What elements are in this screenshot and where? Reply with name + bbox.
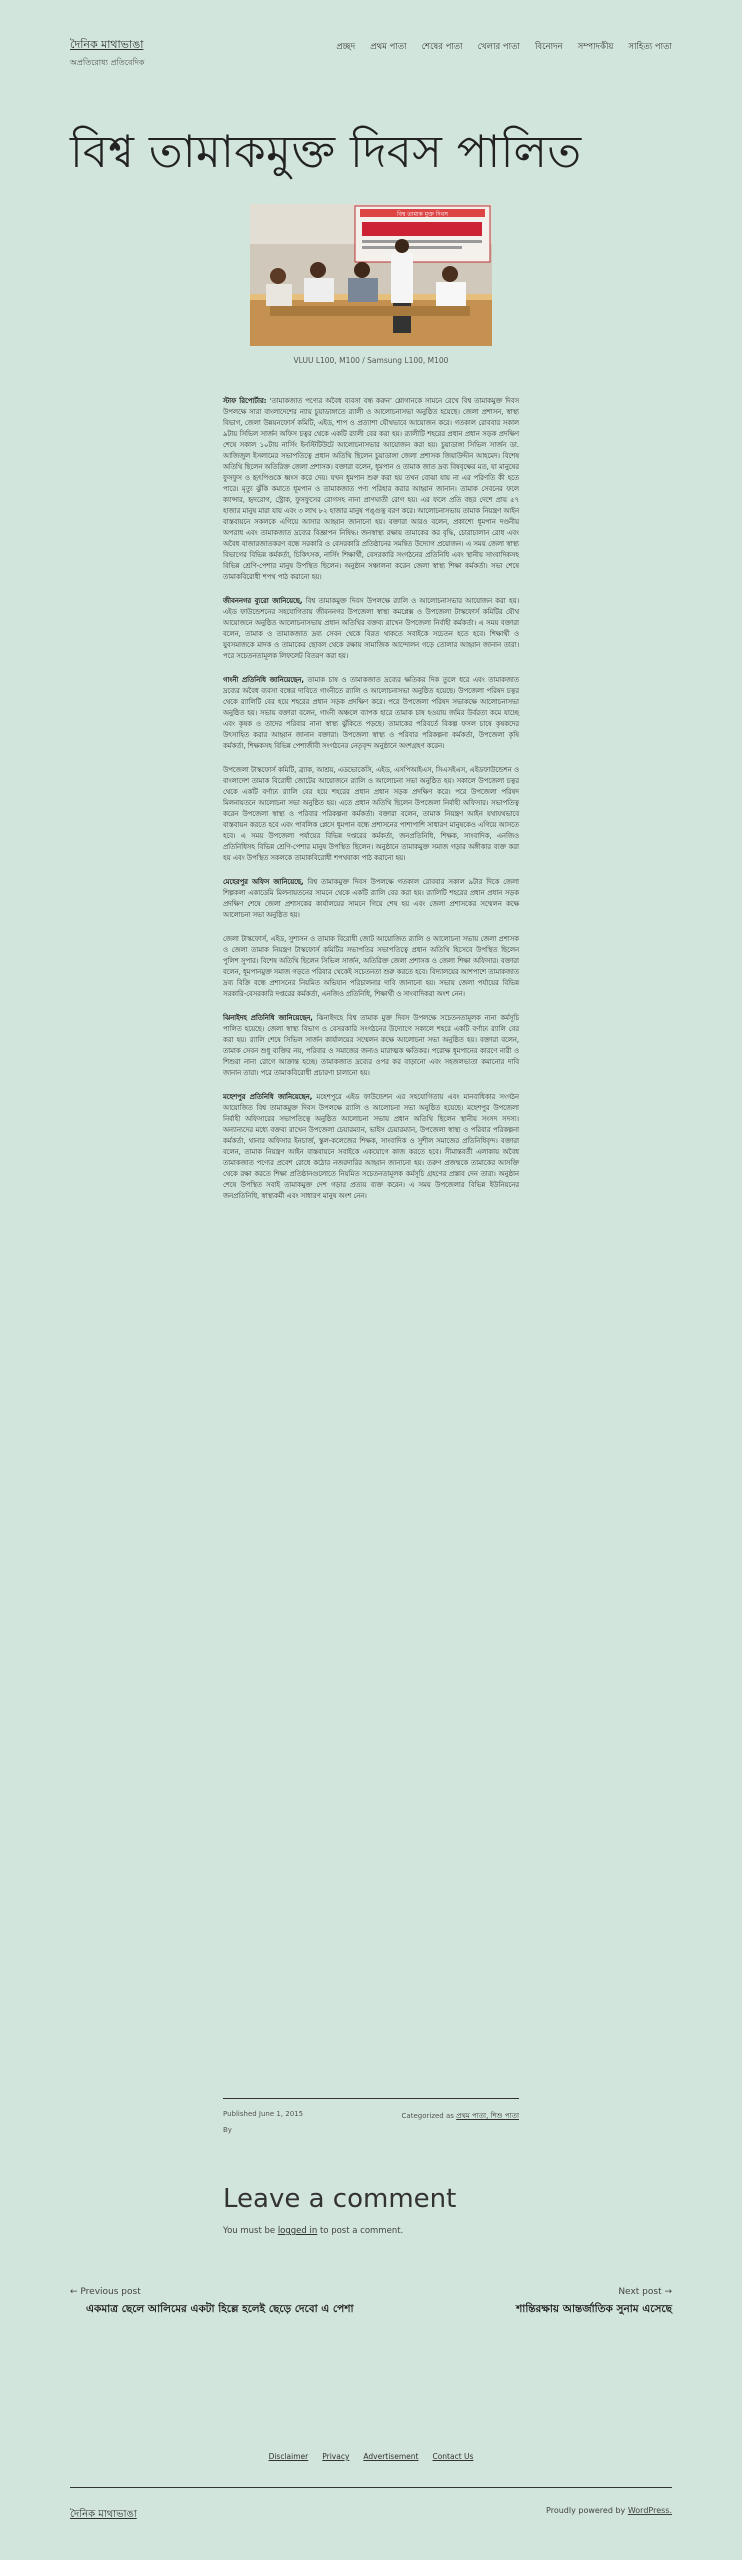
paragraph	[223, 877, 519, 921]
next-post-label: Next post →	[618, 2287, 672, 2297]
paragraph-lead: স্টাফ রিপোর্টার:	[223, 397, 267, 405]
login-notice	[223, 2226, 403, 2236]
paragraph-text: বিশ্ব তামাকমুক্ত দিবস উপলক্ষে গতকাল রোববার সকাল ৯টার দিকে জেলা শিল্পকলা একাডেমি মিলনায়তনের সামনে থেকে একটি র‌্যালি বের করা হয়। র‌্যালিটি শহরের প্রধান প্রধান সড়ক প্রদক্ষিণ শেষে জেলা প্রশাসকের কার্যালয়ের সামনে গিয়ে শেষ হয় এবং জেলা প্রশাসকের সম্মেলন কক্ষে আলোচনা সভা অনুষ্ঠিত হয়।	[223, 878, 519, 919]
paragraph-lead: জীবননগর ব্যুরো জানিয়েছে,	[223, 597, 303, 605]
paragraph-lead: ঝিনাইদহ প্রতিনিধি জানিয়েছেন,	[223, 1014, 313, 1022]
article-photo[interactable]	[250, 204, 492, 346]
footer-link-contact[interactable]: Contact Us	[432, 2452, 474, 2461]
previous-post-link[interactable]	[70, 2287, 354, 2319]
site-description: অপ্রতিরোধ্য প্রতিবেদিক	[70, 58, 145, 67]
powered-by-label: Proudly powered by	[546, 2506, 626, 2515]
paragraph-text: তামাক চাষ ও তামাকজাত দ্রব্যের ক্ষতিকর দিক তুলে ধরে এবং তামাকজাত দ্রব্যের অবৈধ ব্যবসা বন্ধের দাবিতে গাংনীতে র‌্যালি ও আলোচনাসভা অনুষ্ঠিত হয়েছে। উপজেলা পরিষদ চত্বর থেকে র‌্যালিটি বের হয়ে শহরের প্রধান সড়ক প্রদক্ষিণ করে। পরে উপজেলা পরিষদ সভাকক্ষে আলোচনাসভা অনুষ্ঠিত হয়। সভায় বক্তারা বলেন, গাংনী অঞ্চলে ব্যাপক হারে তামাক চাষ হওয়ায় জমির উর্বরতা কমে যাচ্ছে এবং কৃষক ও তাদের পরিবার নানা স্বাস্থ্য ঝুঁকিতে পড়ছে। তামাকের পরিবর্তে বিকল্প ফসল চাষে কৃষকদের উৎসাহিত করার আহ্বান জানান বক্তারা। উপজেলা স্বাস্থ্য ও পরিবার পরিকল্পনা কর্মকর্তা, উপজেলা কৃষি কর্মকর্তা, শিক্ষকসহ বিভিন্ন পেশাজীবী সংগঠনের নেতৃবৃন্দ অনুষ্ঠানে অংশগ্রহণ করেন।	[223, 676, 519, 750]
paragraph	[223, 396, 519, 583]
banner-text: বিশ্ব তামাক মুক্ত দিবস	[396, 211, 449, 218]
footer-link-privacy[interactable]: Privacy	[322, 2452, 350, 2461]
author-byline: By	[223, 2126, 232, 2134]
footer-link-advertisement[interactable]: Advertisement	[363, 2452, 419, 2461]
footer-site-title[interactable]: দৈনিক মাথাভাঙা	[70, 2509, 137, 2520]
previous-post-label: ← Previous post	[70, 2287, 141, 2297]
category-link[interactable]: প্রথম পাতা, শিশু পাতা	[456, 2112, 519, 2120]
nav-item-first-page[interactable]: প্রথম পাতা	[370, 42, 407, 52]
paragraph-text: ঝিনাইদহে বিশ্ব তামাক মুক্ত দিবস উপলক্ষে সচেতনতামূলক নানা কর্মসূচি পালিত হয়েছে। জেলা স্বাস্থ্য বিভাগ ও বেসরকারি সংগঠনের উদ্যোগে সকালে শহরে একটি বর্ণাঢ্য র‌্যালি বের করা হয়। র‌্যালি শেষে সিভিল সার্জন কার্যালয়ের সম্মেলন কক্ষে আলোচনা সভা অনুষ্ঠিত হয়। বক্তারা বলেন, তামাক সেবন শুধু ব্যক্তির নয়, পরিবার ও সমাজের জন্যও মারাত্মক ক্ষতিকর। পরোক্ষ ধূমপানের কারণে নারী ও শিশুরা নানা রোগে আক্রান্ত হচ্ছে। তামাকজাত দ্রব্যের ওপর কর বাড়ানো এবং সহজলভ্যতা কমানোর দাবি জানান তারা। পরে তামাকবিরোধী প্রচারণা চালানো হয়।	[223, 1014, 519, 1077]
paragraph-text: জেলা টাস্কফোর্স, এইড, সুশাসন ও তামাক বিরোধী জোট আয়োজিত র‌্যালি ও আলোচনা সভায় জেলা প্রশাসক ও জেলা তামাক নিয়ন্ত্রণ টাস্কফোর্স কমিটির সভাপতির সভাপতিত্বে প্রধান অতিথি হিসেবে উপস্থিত ছিলেন পুলিশ সুপার। বিশেষ অতিথি ছিলেন সিভিল সার্জন, অতিরিক্ত জেলা প্রশাসক ও জেলা শিক্ষা অফিসার। বক্তারা বলেন, ধূমপানমুক্ত সমাজ গড়তে পরিবার থেকেই সচেতনতা শুরু করতে হবে। বিদ্যালয়ের আশপাশে তামাকজাত দ্রব্য বিক্রি বন্ধে প্রশাসনের নিয়মিত অভিযান পরিচালনার দাবি জানানো হয়। সভায় জেলা পর্যায়ের বিভিন্ন সরকারি-বেসরকারি দপ্তরের কর্মকর্তা, এনজিও প্রতিনিধি, শিক্ষার্থী ও সাংবাদিকরা অংশ নেন।	[223, 935, 519, 998]
categories	[402, 2110, 519, 2122]
nav-item-sports[interactable]: খেলার পাতা	[477, 42, 520, 52]
paragraph-text: বিশ্ব তামাকমুক্ত দিবস উপলক্ষে র‌্যালি ও আলোচনাসভার আয়োজন করা হয়। এইড ফাউন্ডেশনের সহযোগিতায় জীবননগর উপজেলা স্বাস্থ্য কমপ্লেক্স ও উপজেলা টাস্কফোর্স কমিটির যৌথ আয়োজনে অনুষ্ঠিত আলোচনাসভায় প্রধান অতিথির বক্তব্য রাখেন উপজেলা নির্বাহী কর্মকর্তা। এ সময় বক্তারা বলেন, তামাক ও তামাকজাত দ্রব্য সেবন থেকে বিরত থাকতে সবাইকে সচেতন হতে হবে। শিক্ষার্থী ও যুবসমাজকে মাদক ও তামাকের ছোবল থেকে রক্ষায় সামাজিক আন্দোলন গড়ে তোলার আহ্বান জানান তারা। পরে সচেতনতামূলক লিফলেট বিতরণ করা হয়।	[223, 597, 520, 660]
paragraph	[223, 934, 519, 1000]
wordpress-link[interactable]: WordPress.	[627, 2506, 672, 2515]
paragraph	[223, 1013, 519, 1079]
login-link[interactable]: logged in	[277, 2226, 318, 2236]
article-title: বিশ্ব তামাকমুক্ত দিবস পালিত	[70, 125, 582, 178]
login-notice-prefix: You must be	[223, 2226, 276, 2236]
nav-item-editorial[interactable]: সম্পাদকীয়	[577, 42, 614, 52]
next-post-link[interactable]	[516, 2287, 672, 2319]
nav-item-entertainment[interactable]: বিনোদন	[534, 42, 563, 52]
paragraph	[223, 765, 519, 864]
comments-title: Leave a comment	[223, 2184, 457, 2214]
next-post-title: শান্তিরক্ষায় আন্তর্জাতিক সুনাম এসেছে	[516, 2303, 672, 2315]
paragraph-text: ‘তামাকজাত পণ্যের অবৈধ ব্যবসা বন্ধ করুন’ শ্লোগানকে সামনে রেখে বিশ্ব তামাকমুক্ত দিবস উপলক্ষে সারা বাংলাদেশের ন্যায় চুয়াডাঙ্গাতে র‌্যালী ও আলোচনাসভা অনুষ্ঠিত হয়েছে। জেলা প্রশাসন, স্বাস্থ্য বিভাগ, জেলা উন্নয়নফোর্স কমিটি, এইড, শাপ ও প্রত্যাশা যৌথভাবে আয়োজন করে। গতকাল রোববার সকাল ৯টায় সিভিল সার্জন অফিস চত্বর থেকে একটি র‌্যালী বের করা হয়। র‌্যালীটি শহরের প্রধান প্রধান সড়ক প্রদক্ষিণ শেষে সকাল ১০টায় নার্সিং ইনস্টিটিউটে আলোচনাসভার আয়োজন করা হয়। চুয়াডাঙ্গা সিভিল সার্জন ডা. আজিজুল ইসলামের সভাপতিত্বে প্রধান অতিথি ছিলেন চুয়াডাঙ্গা জেলা প্রশাসক জিয়াউদ্দীন আহমেদ। বিশেষ অতিথি ছিলেন অতিরিক্ত জেলা প্রশাসক। বক্তারা বলেন, ধূমপান ও তামাক জাত দ্রব্য বিষবৃক্ষের মত, যা মানুষের ফুসফুস ও হৃৎপিণ্ডকে ধ্বংস করে দেয়। যখন ধূমপান শুরু করা হয় তখন বোঝা যায় না এর পরিণতি কী হতে পারে। মৃত্যু ঝুঁকি কমাতে ধূমপান ও তামাকজাত পণ্য পরিহার করার আহ্বান জানান। তামাক সেবনের ফলে ক্যান্সার, হৃদরোগ, স্ট্রোক, ফুসফুসের রোগসহ নানা প্রাণঘাতী রোগ হয়। এর ফলে প্রতি বছর দেশে প্রায় ৫৭ হাজার মানুষ মারা যায় এবং ৩ লাখ ৮২ হাজার মানুষ পঙ্গুত্ব বরণ করে। আলোচনাসভায় তামাক নিয়ন্ত্রণ আইন বাস্তবায়নে সকলকে এগিয়ে আসার আহ্বান জানানো হয়। বক্তারা আরও বলেন, প্রকাশ্যে ধূমপান দণ্ডনীয় অপরাধ এবং তামাকজাত দ্রব্যের বিজ্ঞাপন নিষিদ্ধ। জনস্বাস্থ্য রক্ষায় তামাকের কর বৃদ্ধি, চোরাচালান রোধ এবং অবৈধ বাজারজাতকরণ বন্ধে সরকারি ও বেসরকারি প্রতিষ্ঠানের সমন্বিত উদ্যোগ প্রয়োজন। এ সময় জেলা স্বাস্থ্য বিভাগের বিভিন্ন কর্মকর্তা, চিকিৎসক, নার্সিং শিক্ষার্থী, বেসরকারি সংগঠনের প্রতিনিধি এবং স্থানীয় সাংবাদিকসহ বিভিন্ন শ্রেণি-পেশার মানুষ উপস্থিত ছিলেন। অনুষ্ঠান সঞ্চালনা করেন জেলা স্বাস্থ্য শিক্ষা কর্মকর্তা। সভা শেষে তামাকবিরোধী শপথ পাঠ করানো হয়।	[223, 397, 519, 581]
paragraph-text: উপজেলা টাস্কফোর্স কমিটি, ব্র্যাক, আশ্রয়, এডভোকেসি, এইড, এসপিআইএস, সিএসইএস, এইডফাউন্ডেশন ও বাংলাদেশ তামাক বিরোধী জোটের আয়োজনে র‌্যালি ও আলোচনা সভা অনুষ্ঠিত হয়। সকালে উপজেলা চত্বর থেকে একটি বর্ণাঢ্য র‌্যালি বের হয়ে শহরের প্রধান প্রধান সড়ক প্রদক্ষিণ করে। পরে উপজেলা পরিষদ মিলনায়তনে আলোচনা সভা অনুষ্ঠিত হয়। এতে প্রধান অতিথি ছিলেন উপজেলা নির্বাহী অফিসার। সভাপতিত্ব করেন উপজেলা স্বাস্থ্য ও পরিবার পরিকল্পনা কর্মকর্তা। বক্তারা বলেন, তামাক নিয়ন্ত্রণ আইন যথাযথভাবে বাস্তবায়ন করতে হবে এবং পাবলিক প্লেসে ধূমপান বন্ধে প্রশাসনের পাশাপাশি সাধারণ মানুষকেও এগিয়ে আসতে হবে। এ সময় উপজেলা পর্যায়ের বিভিন্ন দপ্তরের কর্মকর্তা, জনপ্রতিনিধি, শিক্ষক, সাংবাদিক, এনজিও প্রতিনিধিসহ বিভিন্ন শ্রেণি-পেশার মানুষ উপস্থিত ছিলেন। অনুষ্ঠানে তামাকমুক্ত সমাজ গড়ার অঙ্গীকার ব্যক্ত করা হয় এবং উপস্থিত সকলকে তামাকবিরোধী শপথবাক্য পাঠ করানো হয়।	[223, 766, 519, 862]
footer-link-disclaimer[interactable]: Disclaimer	[268, 2452, 309, 2461]
primary-nav	[336, 40, 672, 54]
nav-item-literature[interactable]: সাহিত্য পাতা	[628, 42, 672, 52]
published-date: Published June 1, 2015	[223, 2110, 304, 2118]
powered-by	[546, 2506, 672, 2515]
login-notice-suffix: to post a comment.	[319, 2226, 404, 2236]
footer-menu	[0, 2452, 742, 2461]
paragraph-lead: মেহেরপুর অফিস জানিয়েছে,	[223, 878, 304, 886]
site-title[interactable]: দৈনিক মাথাভাঙা	[70, 38, 144, 51]
paragraph	[223, 596, 519, 662]
image-caption: VLUU L100, M100 / Samsung L100, M100	[293, 356, 449, 365]
nav-item-last-page[interactable]: শেষের পাতা	[421, 42, 463, 52]
previous-post-title: একমাত্র ছেলে আলিমের একটা হিল্লে হলেই ছেড়ে দেবো এ পেশা	[86, 2303, 354, 2315]
site-footer	[70, 2487, 672, 2524]
paragraph-lead: গাংনী প্রতিনিধি জানিয়েছেন,	[223, 676, 304, 684]
article-photo-image	[250, 204, 492, 346]
site-header	[70, 36, 672, 76]
paragraph	[223, 675, 519, 752]
categorized-label: Categorized as	[401, 2112, 454, 2120]
article-content	[223, 396, 519, 1215]
paragraph-lead: মহেশপুর প্রতিনিধি জানিয়েছেন,	[223, 1093, 313, 1101]
entry-footer	[223, 2098, 519, 2134]
nav-item-home[interactable]: প্রচ্ছদ	[336, 42, 356, 52]
paragraph-text: মহেশপুরে এইড ফাউন্ডেশন এর সহযোগিতায় এবং মানবাধিকার সংগঠন আয়োজিত বিশ্ব তামাকমুক্ত দিবস উপলক্ষে র‌্যালি ও আলোচনা সভা অনুষ্ঠিত হয়েছে। মহেশপুর উপজেলা নির্বাহী অফিসারের সভাপতিত্বে অনুষ্ঠিত আলোচনা সভায় প্রধান অতিথি ছিলেন স্থানীয় সংসদ সদস্য। অন্যান্যদের মধ্যে বক্তব্য রাখেন উপজেলা চেয়ারম্যান, ভাইস চেয়ারম্যান, উপজেলা স্বাস্থ্য ও পরিবার পরিকল্পনা কর্মকর্তা, থানার অফিসার ইনচার্জ, স্কুল-কলেজের শিক্ষক, সাংবাদিক ও সুশীল সমাজের প্রতিনিধিবৃন্দ। বক্তারা বলেন, তামাক নিয়ন্ত্রণ আইন বাস্তবায়নে সবাইকে একযোগে কাজ করতে হবে। সীমান্তবর্তী এলাকায় অবৈধ তামাকজাত পণ্যের প্রবেশ রোধে কঠোর নজরদারির আহ্বান জানানো হয়। তরুণ প্রজন্মকে তামাকের আসক্তি থেকে রক্ষা করতে শিক্ষা প্রতিষ্ঠানগুলোতে নিয়মিত সচেতনতামূলক কর্মসূচি গ্রহণের প্রস্তাব দেন তারা। অনুষ্ঠান শেষে উপস্থিত সবাই তামাকমুক্ত দেশ গড়ার প্রত্যয় ব্যক্ত করেন। এ সময় উপজেলার বিভিন্ন ইউনিয়নের জনপ্রতিনিধি, স্বাস্থ্যকর্মী এবং সাধারণ মানুষ অংশ নেন।	[223, 1093, 519, 1200]
paragraph	[223, 1092, 519, 1202]
